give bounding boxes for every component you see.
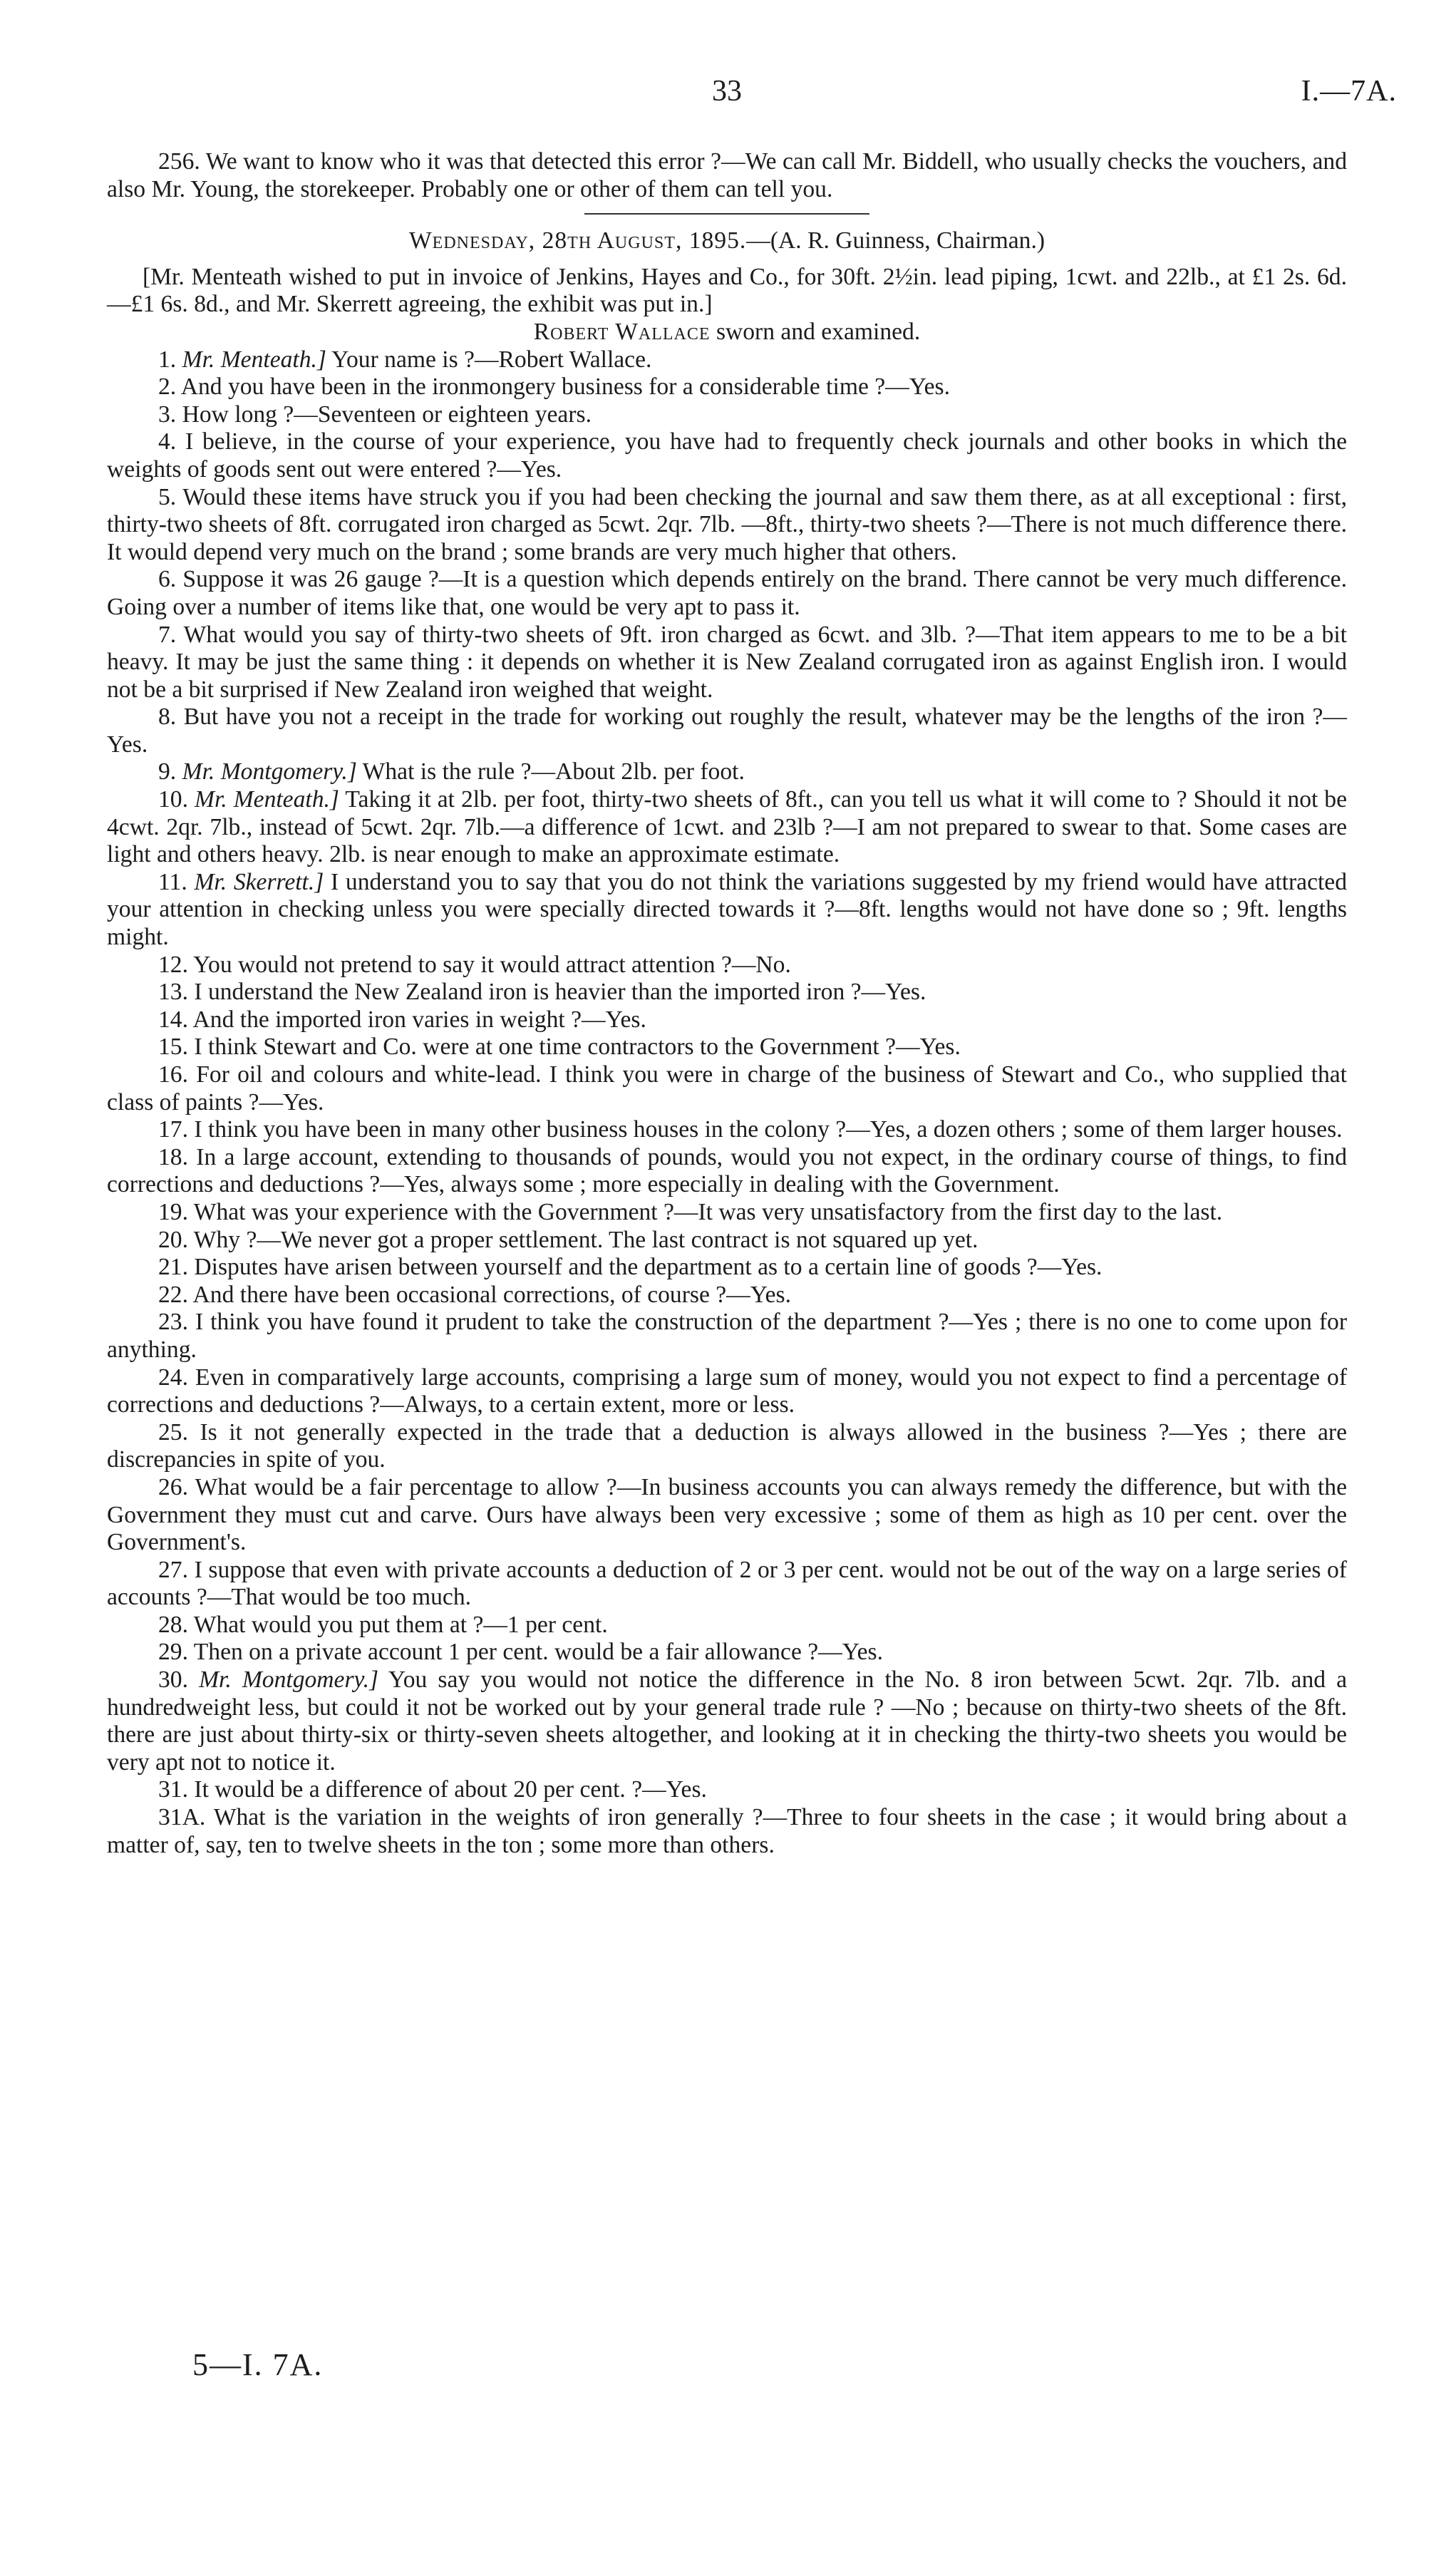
evidence-item — [107, 1144, 1347, 1199]
question-number: 1. — [158, 346, 177, 373]
evidence-item — [107, 401, 1347, 429]
question-number: 5. — [158, 483, 177, 510]
speaker-label: Mr. Montgomery.] — [182, 758, 357, 785]
question-answer-text: And you have been in the ironmongery business for a considerable time ?—Yes. — [180, 373, 950, 401]
evidence-list — [107, 346, 1347, 1860]
question-number: 24. — [158, 1364, 188, 1391]
question-answer-text: I think Stewart and Co. were at one time contractors to the Government ?—Yes. — [194, 1034, 961, 1061]
question-number: 4. — [158, 428, 177, 455]
speaker-label: Mr. Skerrett.] — [194, 868, 324, 895]
page-signature: 5—I. 7A. — [192, 2347, 324, 2382]
evidence-item — [107, 1199, 1347, 1227]
evidence-item — [107, 786, 1347, 869]
document-body — [107, 148, 1347, 1859]
question-answer-text: I believe, in the course of your experience, you have had to frequently check journals and other books in which the weights of goods sent out were entered ?—Yes. — [107, 428, 1347, 483]
question-number: 10. — [158, 786, 188, 813]
question-answer-text: Even in comparatively large accounts, comprising a large sum of money, would you not expect to find a percentage of corrections and deductions ?—Always, to a certain extent, more or less. — [107, 1364, 1347, 1418]
sitting-chair: —(A. R. Guinness, Chairman.) — [746, 227, 1045, 254]
document-reference: I.—7A. — [1301, 75, 1397, 108]
evidence-item — [107, 428, 1347, 483]
evidence-item — [107, 373, 1347, 401]
witness-heading — [107, 319, 1347, 346]
evidence-item — [107, 1474, 1347, 1557]
question-answer-text: Disputes have arisen between yourself and the department as to a certain line of goods ?—Yes. — [194, 1254, 1103, 1281]
question-answer-text: You would not pretend to say it would attract attention ?—No. — [193, 951, 791, 978]
evidence-item — [107, 869, 1347, 952]
speaker-label: Mr. Menteath.] — [194, 786, 339, 813]
question-answer-text: What is the variation in the weights of iron generally ?—Three to four sheets in the case ; it would bring about a matter of, say, ten to twelve sheets in the ton ; some more than others. — [107, 1804, 1347, 1858]
question-number: 22. — [158, 1281, 188, 1308]
question-answer-text: I suppose that even with private accounts a deduction of 2 or 3 per cent. would not be out of the way on a large series of accounts ?—That would be too much. — [107, 1556, 1347, 1611]
question-number: 26. — [158, 1473, 188, 1500]
question-answer-text: What was your experience with the Government ?—It was very unsatisfactory from the first day to the last. — [193, 1198, 1223, 1225]
question-answer-text: You say you would not notice the difference in the No. 8 iron between 5cwt. 2qr. 7lb. and a hundredweight less, but could it not be worked out by your general trade rule ? —No ; because on thirty-two sheets of the 8ft. there are just about thirty-six or thirty-seven sheets altogether, and looking at it in checking the thirty-two sheets you would be very apt not to notice it. — [107, 1666, 1347, 1776]
question-number: 7. — [158, 621, 177, 648]
evidence-item — [107, 1776, 1347, 1804]
speaker-label: Mr. Montgomery.] — [199, 1666, 379, 1694]
question-number: 18. — [158, 1143, 188, 1170]
witness-status: sworn and examined. — [710, 318, 921, 345]
question-number: 29. — [158, 1639, 188, 1666]
exhibit-note: [Mr. Menteath wished to put in invoice of Jenkins, Hayes and Co., for 30ft. 2½in. lead piping, 1cwt. and 22lb., at £1 2s. 6d.—£1 6s. 8d., and Mr. Skerrett agreeing, the exhibit was put in.] — [107, 263, 1347, 318]
evidence-item — [107, 1116, 1347, 1144]
evidence-item — [107, 622, 1347, 704]
section-divider — [584, 213, 869, 215]
sitting-date: Wednesday, 28th August, 1895. — [408, 227, 747, 254]
question-answer-text: Why ?—We never got a proper settlement. The last contract is not squared up yet. — [193, 1226, 979, 1253]
page-number: 33 — [712, 75, 742, 108]
question-number: 20. — [158, 1226, 188, 1253]
question-number: 8. — [158, 704, 177, 731]
question-number: 25. — [158, 1418, 188, 1446]
question-answer-text: Then on a private account 1 per cent. would be a fair allowance ?—Yes. — [193, 1639, 883, 1666]
question-answer-text: I understand the New Zealand iron is heavier than the imported iron ?—Yes. — [194, 979, 926, 1006]
evidence-item — [107, 1254, 1347, 1282]
sitting-heading — [107, 227, 1347, 255]
evidence-item — [107, 1804, 1347, 1859]
question-answer-text: What would be a fair percentage to allow ?—In business accounts you can always remedy the difference, but with the Government they must cut and carve. Ours have always been very excessive ; some of them as high as 10 per cent. over the Government's. — [107, 1473, 1347, 1556]
question-answer-text: How long ?—Seventeen or eighteen years. — [182, 401, 592, 428]
question-answer-text: Your name is ?—Robert Wallace. — [326, 346, 652, 373]
evidence-item — [107, 704, 1347, 758]
question-number: 19. — [158, 1198, 188, 1225]
question-number: 15. — [158, 1034, 188, 1061]
question-number: 13. — [158, 979, 188, 1006]
question-number: 23. — [158, 1309, 188, 1336]
question-answer-text: I understand you to say that you do not think the variations suggested by my friend would have attracted your attention in checking unless you were specially directed towards it ?—8ft. lengths would not have done so ; 9ft. lengths might. — [107, 868, 1347, 951]
question-number: 27. — [158, 1556, 188, 1583]
speaker-label: Mr. Menteath.] — [182, 346, 326, 373]
evidence-item — [107, 1666, 1347, 1776]
question-number: 6. — [158, 566, 177, 593]
question-answer-text: In a large account, extending to thousands of pounds, would you not expect, in the ordinary course of things, to find corrections and deductions ?—Yes, always some ; more especially in dealing with the Government. — [107, 1143, 1347, 1198]
question-number: 3. — [158, 401, 177, 428]
question-answer-text: I think you have been in many other business houses in the colony ?—Yes, a dozen others ; some of them larger houses. — [194, 1116, 1343, 1143]
evidence-item — [107, 758, 1347, 786]
evidence-item — [107, 1061, 1347, 1116]
question-number: 11. — [158, 868, 187, 895]
evidence-item — [107, 1639, 1347, 1666]
witness-name: Robert Wallace — [533, 318, 711, 345]
question-number: 14. — [158, 1006, 188, 1033]
question-answer-text: What would you say of thirty-two sheets of 9ft. iron charged as 6cwt. and 3lb. ?—That item appears to me to be a bit heavy. It may be just the same thing : it depends on whether it is New Zealand corrugated iron as against English iron. I would not be a bit surprised if New Zealand iron weighed that weight. — [107, 621, 1347, 703]
question-answer-text: Would these items have struck you if you had been checking the journal and saw them there, as at all exceptional : first, thirty-two sheets of 8ft. corrugated iron charged as 5cwt. 2qr. 7lb. —8ft., thirty-two sheets ?—There is not much difference there. It would depend very much on the brand ; some brands are very much higher that others. — [107, 483, 1347, 565]
evidence-item — [107, 1612, 1347, 1639]
question-number: 31A. — [158, 1804, 206, 1831]
question-number: 12. — [158, 951, 188, 978]
question-answer-text: But have you not a receipt in the trade for working out roughly the result, whatever may be the lengths of the iron ?—Yes. — [107, 704, 1347, 758]
question-answer-text: For oil and colours and white-lead. I think you were in charge of the business of Stewart and Co., who supplied that class of paints ?—Yes. — [107, 1061, 1347, 1116]
evidence-item — [107, 1419, 1347, 1474]
question-answer-text: It would be a difference of about 20 per cent. ?—Yes. — [194, 1776, 707, 1803]
evidence-item — [107, 1557, 1347, 1612]
question-paragraph: 256. We want to know who it was that detected this error ?—We can call Mr. Biddell, who usually checks the vouchers, and also Mr. Young, the storekeeper. Probably one or other of them can tell you. — [107, 148, 1347, 202]
evidence-item — [107, 1227, 1347, 1254]
evidence-item — [107, 484, 1347, 567]
question-answer-text: What would you put them at ?—1 per cent. — [193, 1611, 608, 1638]
question-answer-text: Suppose it was 26 gauge ?—It is a question which depends entirely on the brand. There cannot be very much difference. Going over a number of items like that, one would be very apt to pass it. — [107, 566, 1347, 620]
question-number: 31. — [158, 1776, 188, 1803]
evidence-item — [107, 1364, 1347, 1419]
evidence-item — [107, 979, 1347, 1006]
question-answer-text: Taking it at 2lb. per foot, thirty-two sheets of 8ft., can you tell us what it will come to ? Should it not be 4cwt. 2qr. 7lb., instead of 5cwt. 2qr. 7lb.—a difference of 1cwt. and 23lb ?—I am not prepared to swear to that. Some cases are light and others heavy. 2lb. is near enough to make an approximate estimate. — [107, 786, 1348, 868]
question-answer-text: And the imported iron varies in weight ?—Yes. — [192, 1006, 646, 1033]
question-number: 28. — [158, 1611, 188, 1638]
evidence-item — [107, 1006, 1347, 1034]
evidence-item — [107, 952, 1347, 979]
evidence-item — [107, 1309, 1347, 1364]
evidence-item — [107, 346, 1347, 374]
question-number: 16. — [158, 1061, 188, 1088]
question-number: 17. — [158, 1116, 188, 1143]
question-answer-text: I think you have found it prudent to take the construction of the department ?—Yes ; there is no one to come upon for anything. — [107, 1309, 1347, 1363]
question-number: 30. — [158, 1666, 188, 1694]
question-number: 2. — [158, 373, 177, 401]
evidence-item — [107, 1282, 1347, 1309]
evidence-item — [107, 1034, 1347, 1061]
question-number: 21. — [158, 1254, 188, 1281]
question-answer-text: And there have been occasional corrections, of course ?—Yes. — [192, 1281, 791, 1308]
question-answer-text: What is the rule ?—About 2lb. per foot. — [356, 758, 745, 785]
question-number: 9. — [158, 758, 177, 785]
evidence-item — [107, 566, 1347, 621]
question-answer-text: Is it not generally expected in the trade that a deduction is always allowed in the business ?—Yes ; there are discrepancies in spite of you. — [107, 1418, 1347, 1473]
